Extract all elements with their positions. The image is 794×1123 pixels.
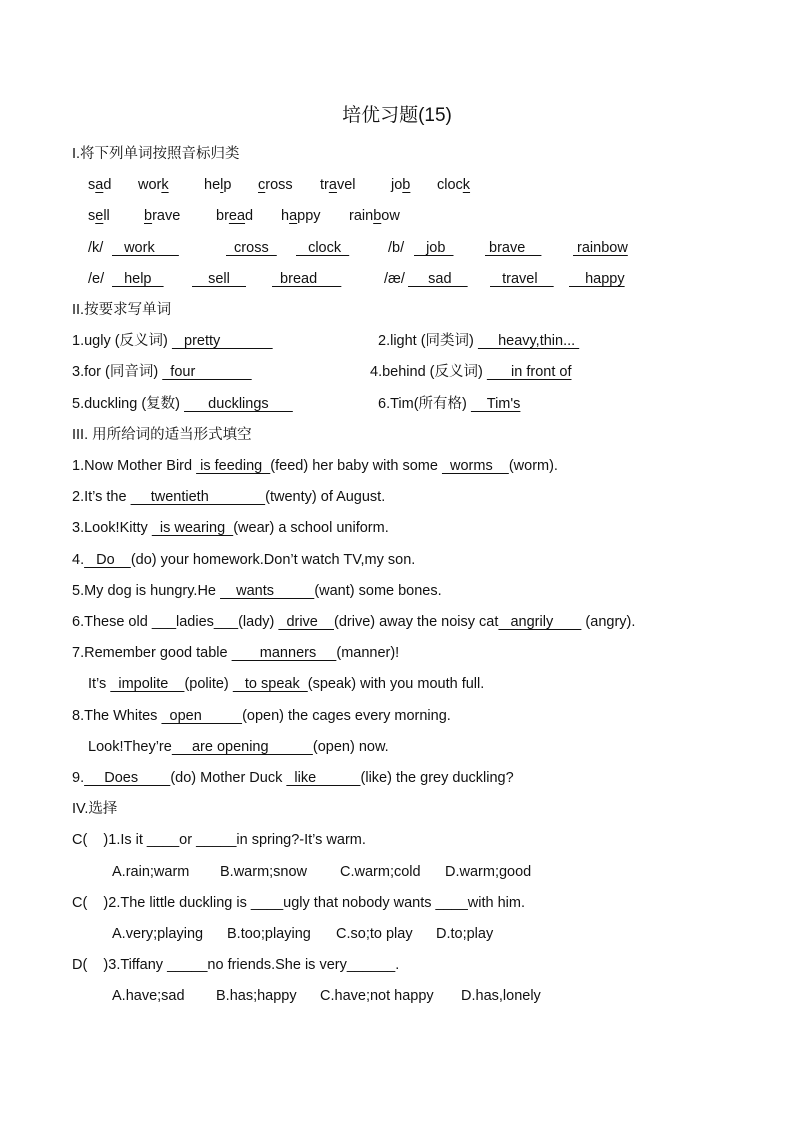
option-b: B.too;playing (227, 926, 311, 942)
choice-question-1: C( )1.Is it ____or _____in spring?-It’s warm. (72, 832, 366, 848)
question-3-8b: Look!They’re are opening (open) now. (88, 739, 389, 755)
phonetic-k-label: /k/ (88, 240, 104, 256)
word-cross: cross (258, 177, 293, 193)
answer-field: travel (490, 271, 554, 287)
question-3-7: 7.Remember good table manners (manner)! (72, 645, 400, 661)
phonetic-e-label: /e/ (88, 271, 105, 287)
word-rainbow: rainbow (349, 208, 400, 224)
answer-field: cross (226, 240, 277, 256)
word-clock: clock (437, 177, 471, 193)
question-3-4: 4. Do (do) your homework.Don’t watch TV,my son. (72, 552, 416, 568)
word-help: help (204, 177, 232, 193)
word-job: job (391, 177, 411, 193)
choice-question-2: C( )2.The little duckling is ____ugly that nobody wants ____with him. (72, 895, 525, 911)
question-3-3: 3.Look!Kitty is wearing (wear) a school uniform. (72, 520, 389, 536)
choice-question-3: D( )3.Tiffany _____no friends.She is very______. (72, 957, 400, 973)
question-3-6: 6.These old ___ladies___(lady) drive (drive) away the noisy cat angrily (angry). (72, 614, 636, 630)
answer-field: happy (569, 271, 625, 287)
question-2-1: 1.ugly (反义词) pretty (72, 333, 273, 349)
question-3-8: 8.The Whites open (open) the cages every morning. (72, 708, 451, 724)
option-a: A.very;playing (112, 926, 204, 942)
word-work: work (138, 177, 169, 193)
phonetic-ae-label: /æ/ (384, 271, 405, 287)
answer-field: rainbow (573, 240, 628, 256)
question-2-6: 6.Tim(所有格) Tim's (378, 396, 521, 412)
word-brave: brave (144, 208, 181, 224)
answer-field: work (112, 240, 179, 256)
answer-bracket: C( ) (72, 895, 109, 911)
option-a: A.have;sad (112, 988, 185, 1004)
word-sell: sell (88, 208, 110, 224)
option-b: B.has;happy (216, 988, 297, 1004)
word-happy: happy (281, 208, 321, 224)
answer-field: sad (408, 271, 468, 287)
answer-field: sell (192, 271, 246, 287)
answer-bracket: D( ) (72, 957, 109, 973)
question-2-5: 5.duckling (复数) ducklings (72, 396, 293, 412)
answer-field: brave (485, 240, 542, 256)
question-2-2: 2.light (同类词) heavy,thin... (378, 333, 580, 349)
question-2-3: 3.for (同音词) four (72, 364, 252, 380)
question-3-5: 5.My dog is hungry.He wants (want) some bones. (72, 583, 442, 599)
question-3-9: 9. Does (do) Mother Duck like (like) the grey duckling? (72, 770, 514, 786)
question-3-1: 1.Now Mother Bird is feeding (feed) her baby with some worms (worm). (72, 458, 558, 474)
page-title: 培优习题(15) (342, 105, 452, 126)
option-c: C.have;not happy (320, 988, 434, 1004)
option-b: B.warm;snow (220, 864, 308, 880)
answer-bracket: C( ) (72, 832, 109, 848)
word-travel: travel (320, 177, 356, 193)
section-2-heading: II.按要求写单词 (72, 302, 172, 318)
answer-field: help (112, 271, 164, 287)
option-d: D.has,lonely (461, 988, 541, 1004)
question-3-7b: It’s impolite (polite) to speak (speak) with you mouth full. (88, 676, 485, 692)
section-4-heading: IV.选择 (72, 801, 118, 817)
answer-field: job (414, 240, 454, 256)
question-3-2: 2.It’s the twentieth (twenty) of August. (72, 489, 386, 505)
option-d: D.to;play (436, 926, 494, 942)
section-1-heading: I.将下列单词按照音标归类 (72, 146, 240, 162)
option-a: A.rain;warm (112, 864, 190, 880)
question-2-4: 4.behind (反义词) in front of (370, 364, 572, 380)
option-d: D.warm;good (445, 864, 532, 880)
section-3-heading: III. 用所给词的适当形式填空 (72, 427, 252, 443)
answer-field: bread (272, 271, 342, 287)
word-sad: sad (88, 177, 112, 193)
option-c: C.warm;cold (340, 864, 421, 880)
option-c: C.so;to play (336, 926, 413, 942)
phonetic-b-label: /b/ (388, 240, 405, 256)
word-bread: bread (216, 208, 254, 224)
answer-field: clock (296, 240, 350, 256)
